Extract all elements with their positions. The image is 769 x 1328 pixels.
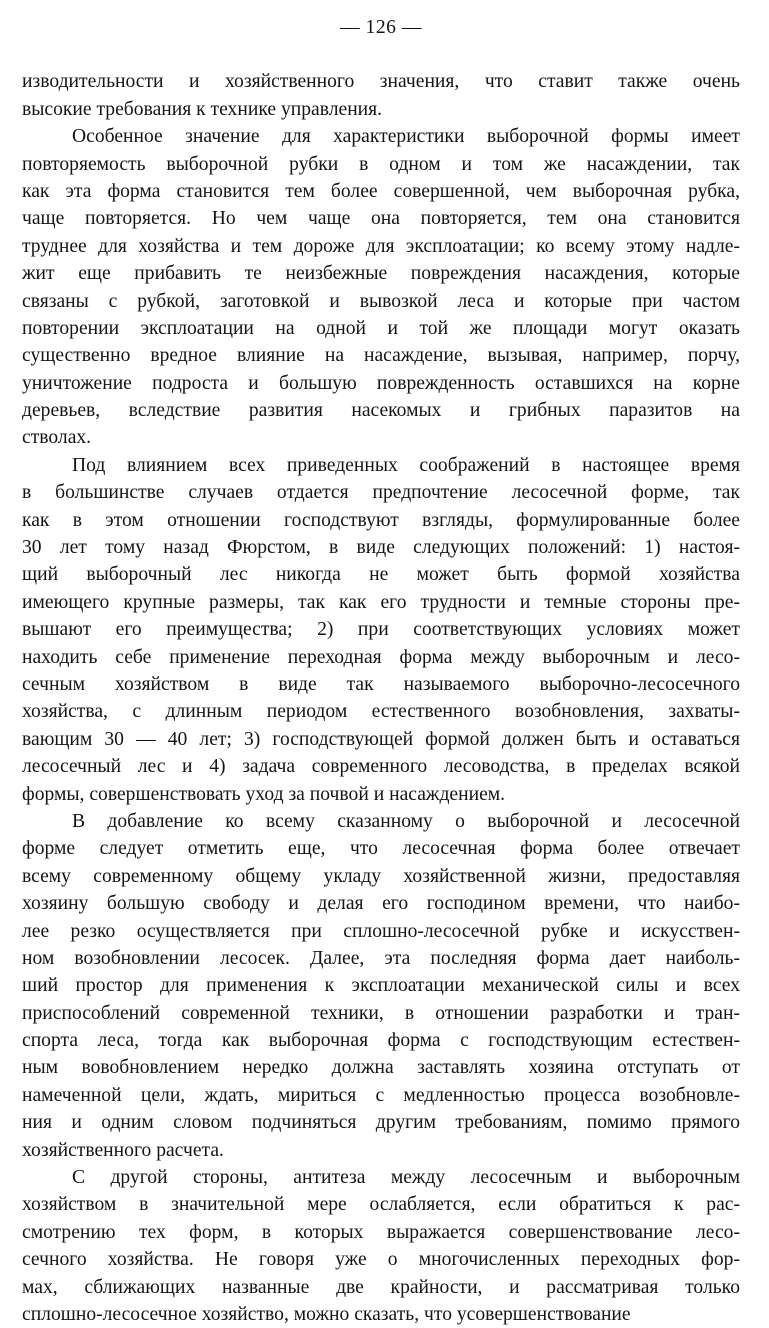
text-line: деревьев, вследствие развития насекомых и грибных паразитов на	[22, 400, 740, 422]
text-line: смотрению тех форм, в которых выражается совершенствование лесо-	[22, 1221, 740, 1243]
text-line: В добавление ко всему сказанному о выборочной и лесосечной	[72, 810, 740, 832]
paragraph	[22, 808, 740, 1164]
body-text	[22, 68, 740, 1328]
text-line: ном возобновлении лесосек. Далее, эта последняя форма дает наиболь-	[22, 947, 740, 969]
paragraph	[22, 123, 740, 452]
text-line: мах, сближающих названные две крайности, и рассматривая только	[22, 1276, 740, 1298]
text-line: ния и одним словом подчиняться другим требованиям, помимо прямого	[22, 1112, 740, 1134]
text-line: труднее для хозяйства и тем дороже для эксплоатации; ко всему этому надле-	[22, 235, 740, 257]
text-line: хозяйственного расчета.	[22, 1139, 224, 1161]
paragraph	[22, 68, 740, 123]
text-line: повторении эксплоатации на одной и той же площади могут оказать	[22, 317, 740, 339]
text-line: ший простор для применения к эксплоатации механической силы и всех	[22, 975, 740, 997]
paragraph	[22, 452, 740, 808]
text-line: щий выборочный лес никогда не может быть формой хозяйства	[22, 564, 740, 586]
text-line: как эта форма становится тем более совершенной, чем выборочная рубка,	[22, 180, 740, 202]
text-line: чаще повторяется. Но чем чаще она повторяется, тем она становится	[22, 208, 740, 230]
text-line: вышают его преимущества; 2) при соответствующих условиях может	[22, 619, 740, 641]
text-line: С другой стороны, антитеза между лесосечным и выборочным	[72, 1167, 740, 1189]
text-line: хозяйства, с длинным периодом естественного возобновления, захваты-	[22, 701, 740, 723]
text-line: как в этом отношении господствуют взгляды, формулированные более	[22, 509, 740, 531]
text-line: лее резко осуществляется при сплошно-лесосечной рубке и искусствен-	[22, 920, 740, 942]
text-line: Особенное значение для характеристики выборочной формы имеет	[72, 126, 740, 148]
text-line: находить себе применение переходная форма между выборочным и лесо-	[22, 646, 740, 668]
text-line: сечным хозяйством в виде так называемого выборочно-лесосечного	[22, 674, 740, 695]
text-line: жит еще прибавить те неизбежные повреждения насаждения, которые	[22, 263, 740, 285]
text-line: изводительности и хозяйственного значения, что ставит также очень	[22, 71, 740, 93]
text-line: вающим 30 — 40 лет; 3) господствующей формой должен быть и оставаться	[22, 728, 740, 750]
text-line: имеющего крупные размеры, так как его трудности и темные стороны пре-	[22, 591, 740, 613]
text-line: всему современному общему укладу хозяйственной жизни, предоставляя	[22, 865, 740, 887]
text-line: ным вовобновлением нередко должна заставлять хозяина отступать от	[22, 1057, 740, 1079]
text-line: намеченной цели, ждать, мириться с медленностью процесса возобновле-	[22, 1084, 740, 1106]
text-line: 30 лет тому назад Фюрстом, в виде следующих положений: 1) настоя-	[22, 537, 740, 559]
text-line: связаны с рубкой, заготовкой и вывозкой леса и которые при частом	[22, 290, 740, 312]
text-line: лесосечный лес и 4) задача современного лесоводства, в пределах всякой	[22, 756, 740, 778]
book-page	[22, 14, 740, 1328]
text-line: форме следует отметить еще, что лесосечная форма более отвечает	[22, 838, 740, 860]
text-line: высокие требования к технике управления.	[22, 98, 383, 120]
text-line: стволах.	[22, 427, 92, 449]
text-line: спорта леса, тогда как выборочная форма с господствующим естествен-	[22, 1030, 740, 1052]
text-line: сечного хозяйства. Не говоря уже о многочисленных переходных фор-	[22, 1249, 740, 1271]
text-line: повторяемость выборочной рубки в одном и том же насаждении, так	[22, 153, 740, 175]
text-line: существенно вредное влияние на насаждение, вызывая, например, порчу,	[22, 345, 740, 367]
paragraph	[22, 1164, 740, 1328]
text-line: хозяйством в значительной мере ослабляется, если обратиться к рас-	[22, 1194, 740, 1216]
text-line: Под влиянием всех приведенных соображений в настоящее время	[72, 454, 740, 476]
text-line: формы, совершенствовать уход за почвой и насаждением.	[22, 783, 506, 805]
page-number: — 126 —	[340, 17, 422, 38]
text-line: сплошно-лесосечное хозяйство, можно сказать, что усовершенствование	[22, 1303, 631, 1325]
text-line: в большинстве случаев отдается предпочтение лесосечной форме, так	[22, 482, 740, 504]
text-line: уничтожение подроста и большую поврежденность оставшихся на корне	[22, 372, 740, 394]
text-line: приспособлений современной техники, в отношении разработки и тран-	[22, 1002, 740, 1024]
text-line: хозяину большую свободу и делая его господином времени, что наибо-	[22, 893, 740, 915]
